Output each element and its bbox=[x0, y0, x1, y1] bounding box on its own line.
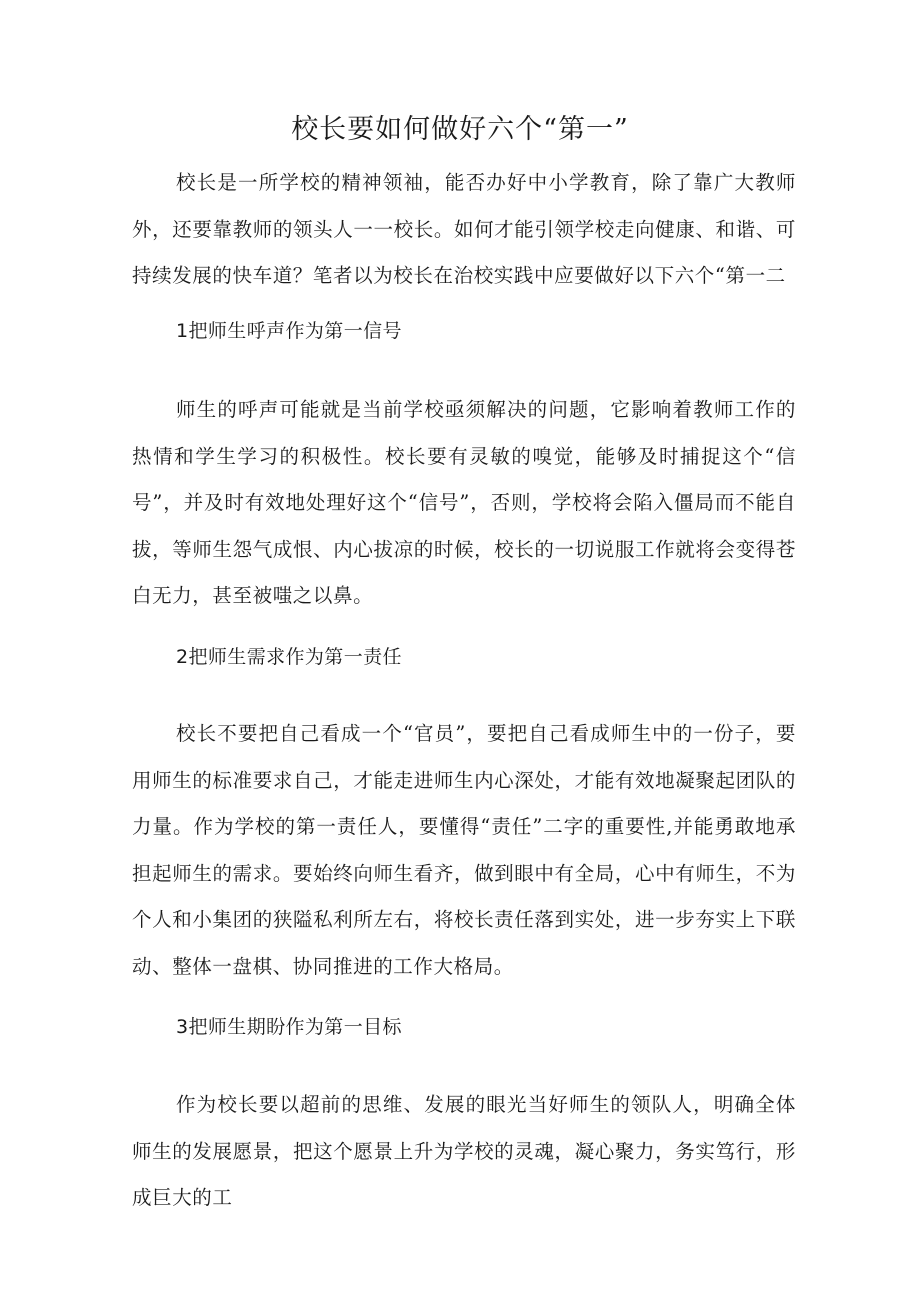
section-body-1: 师生的呼声可能就是当前学校亟须解决的问题，它影响着教师工作的热情和学生学习的积极性。校长要有灵敏的嗅觉，能够及时捕捉这个“信号”，并及时有效地处理好这个“信号”，否则，学校将会陷入僵局而不能自拔，等师生怨气成恨、内心拔凉的时候，校长的一切说服工作就将会变得苍白无力，甚至被嗤之以鼻。 bbox=[132, 398, 796, 607]
section-heading-2: 2把师生需求作为第一责任 bbox=[176, 646, 402, 668]
section-heading-3: 3把师生期盼作为第一目标 bbox=[176, 1016, 402, 1038]
section-heading-1: 1把师生呼声作为第一信号 bbox=[176, 320, 402, 342]
document-title: 校长要如何做好六个“第一” bbox=[291, 114, 629, 145]
section-body-3: 作为校长要以超前的思维、发展的眼光当好师生的领队人，明确全体师生的发展愿景，把这个愿景上升为学校的灵魂，凝心聚力，务实笃行，形成巨大的工 bbox=[132, 1093, 796, 1209]
section-body-2: 校长不要把自己看成一个“官员”，要把自己看成师生中的一份子，要用师生的标准要求自己，才能走进师生内心深处，才能有效地凝聚起团队的力量。作为学校的第一责任人，要懂得“责任”二字的重要性,并能勇敢地承担起师生的需求。要始终向师生看齐，做到眼中有全局，心中有师生，不为个人和小集团的狭隘私利所左右，将校长责任落到实处，进一步夯实上下联动、整体一盘棋、协同推进的工作大格局。 bbox=[132, 722, 796, 978]
intro-paragraph: 校长是一所学校的精神领袖，能否办好中小学教育，除了靠广大教师外，还要靠教师的领头人一一校长。如何才能引领学校走向健康、和谐、可持续发展的快车道？笔者以为校长在治校实践中应要做好以下六个“第一二 bbox=[132, 171, 796, 287]
